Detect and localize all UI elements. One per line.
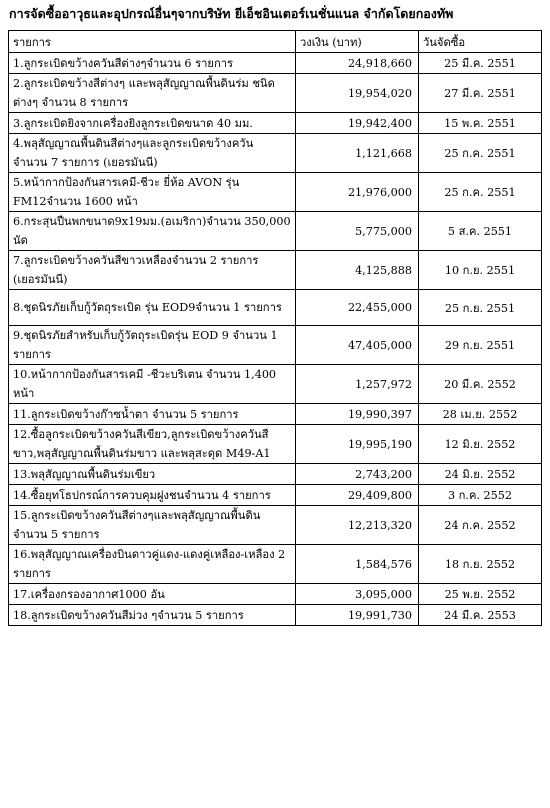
row-amount: 5,775,000 <box>296 212 419 251</box>
row-amount: 1,584,576 <box>296 545 419 584</box>
row-date: 24 มิ.ย. 2552 <box>419 464 542 485</box>
row-item: 7.ลูกระเบิดขว้างควันสีขาวเหลืองจำนวน 2 รายการ (เยอรมันนี) <box>9 251 296 290</box>
row-item: 5.หน้ากากป้องกันสารเคมี-ชีวะ ยี่ห้อ AVON รุ่น FM12จำนวน 1600 หน้า <box>9 173 296 212</box>
row-date: 25 ก.ค. 2551 <box>419 173 542 212</box>
row-item: 6.กระสุนปืนพกขนาด9x19มม.(อเมริกา)จำนวน 350,000 นัด <box>9 212 296 251</box>
table-row <box>9 251 542 290</box>
procurement-table <box>8 30 542 626</box>
row-item: 9.ชุดนิรภัยสำหรับเก็บกู้วัตถุระเบิดรุ่น EOD 9 จำนวน 1 รายการ <box>9 326 296 365</box>
row-date: 25 ก.ย. 2551 <box>419 290 542 326</box>
row-date: 18 ก.ย. 2552 <box>419 545 542 584</box>
column-header-date: วันจัดซื้อ <box>419 31 542 53</box>
row-item: 18.ลูกระเบิดขว้างควันสีม่วง ๆจำนวน 5 รายการ <box>9 605 296 626</box>
row-amount: 22,455,000 <box>296 290 419 326</box>
row-item: 3.ลูกระเบิดยิงจากเครื่องยิงลูกระเบิดขนาด 40 มม. <box>9 113 296 134</box>
table-row <box>9 365 542 404</box>
row-item: 1.ลูกระเบิดขว้างควันสีต่างๆจำนวน 6 รายการ <box>9 53 296 74</box>
row-amount: 19,990,397 <box>296 404 419 425</box>
row-date: 25 มี.ค. 2551 <box>419 53 542 74</box>
row-date: 29 ก.ย. 2551 <box>419 326 542 365</box>
row-amount: 19,991,730 <box>296 605 419 626</box>
table-row <box>9 212 542 251</box>
row-amount: 21,976,000 <box>296 173 419 212</box>
table-row <box>9 464 542 485</box>
row-amount: 1,121,668 <box>296 134 419 173</box>
column-header-item: รายการ <box>9 31 296 53</box>
row-date: 12 มิ.ย. 2552 <box>419 425 542 464</box>
row-item: 4.พลุสัญญาณพื้นดินสีต่างๆและลูกระเบิดขว้างควัน จำนวน 7 รายการ (เยอรมันนี) <box>9 134 296 173</box>
row-amount: 4,125,888 <box>296 251 419 290</box>
row-item: 14.ซื้อยุทโธปกรณ์การควบคุมฝูงชนจำนวน 4 รายการ <box>9 485 296 506</box>
row-date: 24 มี.ค. 2553 <box>419 605 542 626</box>
row-date: 25 ก.ค. 2551 <box>419 134 542 173</box>
row-item: 11.ลูกระเบิดขว้างก๊าซน้ำตา จำนวน 5 รายการ <box>9 404 296 425</box>
row-item: 13.พลุสัญญาณพื้นดินร่มเขียว <box>9 464 296 485</box>
row-date: 15 พ.ค. 2551 <box>419 113 542 134</box>
table-row <box>9 404 542 425</box>
table-row <box>9 173 542 212</box>
row-amount: 19,954,020 <box>296 74 419 113</box>
table-row <box>9 425 542 464</box>
row-amount: 19,995,190 <box>296 425 419 464</box>
table-row <box>9 326 542 365</box>
table-row <box>9 584 542 605</box>
row-amount: 24,918,660 <box>296 53 419 74</box>
row-item: 10.หน้ากากป้องกันสารเคมี -ชีวะบริเตน จำนวน 1,400 หน้า <box>9 365 296 404</box>
table-row <box>9 506 542 545</box>
row-item: 8.ชุดนิรภัยเก็บกู้วัตถุระเบิด รุ่น EOD9จำนวน 1 รายการ <box>9 290 296 326</box>
table-row <box>9 74 542 113</box>
row-amount: 1,257,972 <box>296 365 419 404</box>
row-date: 25 พ.ย. 2552 <box>419 584 542 605</box>
table-row <box>9 290 542 326</box>
row-item: 16.พลุสัญญาณเครื่องบินดาวคู่แดง-แดงคู่เหลือง-เหลือง 2 รายการ <box>9 545 296 584</box>
row-item: 12.ซื้อลูกระเบิดขว้างควันสีเขียว,ลูกระเบิดขว้างควันสีขาว,พลุสัญญาณพื้นดินร่มขาว และพลุสะดุด M49-A1 <box>9 425 296 464</box>
row-amount: 3,095,000 <box>296 584 419 605</box>
table-row <box>9 485 542 506</box>
row-date: 28 เม.ย. 2552 <box>419 404 542 425</box>
row-amount: 19,942,400 <box>296 113 419 134</box>
row-date: 27 มี.ค. 2551 <box>419 74 542 113</box>
table-header-row <box>9 31 542 53</box>
table-row <box>9 134 542 173</box>
table-row <box>9 605 542 626</box>
column-header-amount: วงเงิน (บาท) <box>296 31 419 53</box>
table-row <box>9 113 542 134</box>
row-item: 15.ลูกระเบิดขว้างควันสีต่างๆและพลุสัญญาณพื้นดิน จำนวน 5 รายการ <box>9 506 296 545</box>
row-item: 2.ลูกระเบิดขว้างสีต่างๆ และพลุสัญญาณพื้นดินร่ม ชนิดต่างๆ จำนวน 8 รายการ <box>9 74 296 113</box>
row-date: 5 ส.ค. 2551 <box>419 212 542 251</box>
row-amount: 2,743,200 <box>296 464 419 485</box>
row-date: 10 ก.ย. 2551 <box>419 251 542 290</box>
table-row <box>9 53 542 74</box>
document-title: การจัดซื้ออาวุธและอุปกรณ์อื่นๆจากบริษัท ยีเอ็ชอินเตอร์เนชั่นแนล จำกัดโดยกองทัพ <box>9 6 454 21</box>
row-date: 24 ก.ค. 2552 <box>419 506 542 545</box>
row-date: 20 มี.ค. 2552 <box>419 365 542 404</box>
row-amount: 29,409,800 <box>296 485 419 506</box>
row-amount: 47,405,000 <box>296 326 419 365</box>
row-amount: 12,213,320 <box>296 506 419 545</box>
table-row <box>9 545 542 584</box>
row-date: 3 ก.ค. 2552 <box>419 485 542 506</box>
row-item: 17.เครื่องกรองอากาศ1000 อัน <box>9 584 296 605</box>
